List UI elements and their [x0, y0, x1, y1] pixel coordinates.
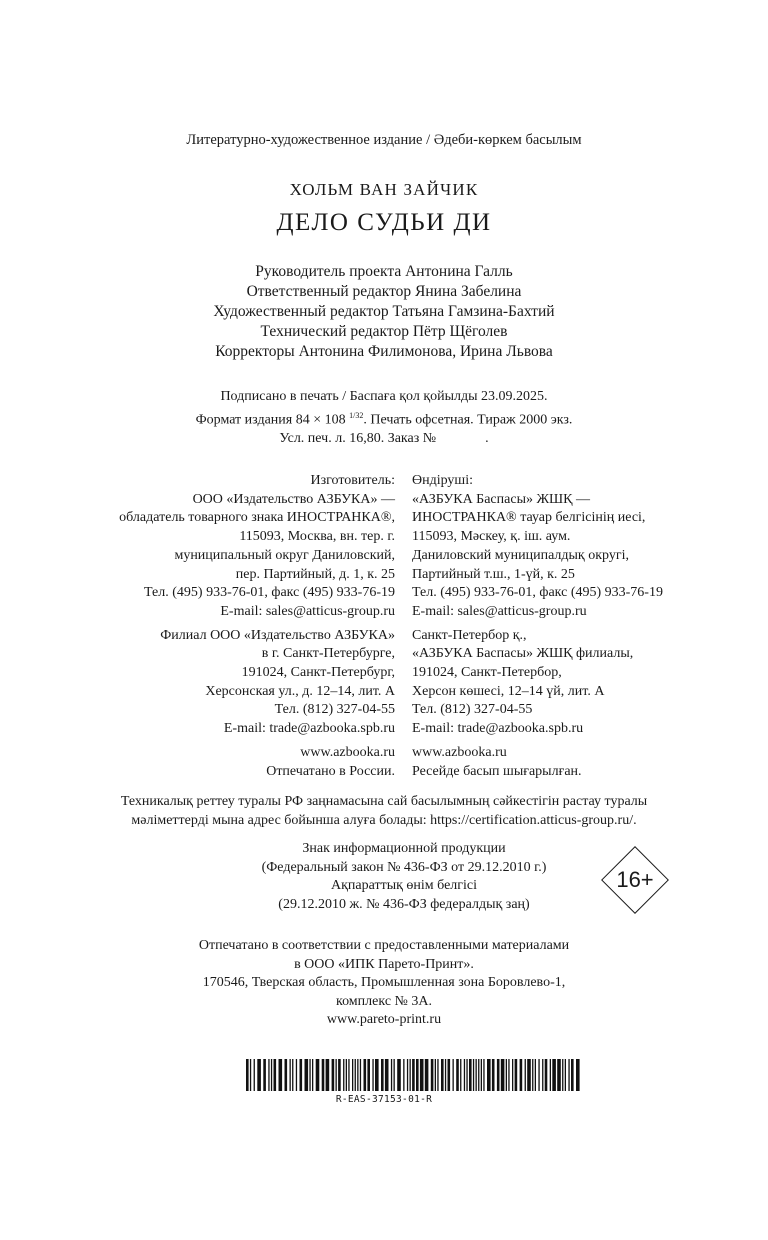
barcode-bar — [292, 1059, 293, 1091]
staff-line: Ответственный редактор Янина Забелина — [246, 283, 522, 300]
barcode-bar — [352, 1059, 353, 1091]
barcode-bar — [296, 1059, 297, 1091]
manufacturer-kz — [412, 472, 663, 622]
barcode-bar — [538, 1059, 539, 1091]
barcode-bar — [506, 1059, 507, 1091]
info-line: Херсон көшесі, 12–14 үй, лит. А — [412, 683, 605, 699]
barcode-bar — [410, 1059, 411, 1091]
cert-line: мәліметтерді мына адрес бойынша алуға болады: https://certification.atticus-group.ru/. — [131, 812, 637, 828]
info-line: 115093, Москва, вн. тер. г. — [239, 529, 395, 545]
info-line: пер. Партийный, д. 1, к. 25 — [235, 566, 395, 582]
info-line: ИНОСТРАНКА® тауар белгісінің иесі, — [412, 510, 646, 526]
barcode-bar — [497, 1059, 500, 1091]
barcode-bar — [508, 1059, 509, 1091]
barcode-bar — [412, 1059, 415, 1091]
barcode-bar — [515, 1059, 518, 1091]
branch-kz — [412, 627, 663, 739]
barcode-number: R-EAS-37153-01-R — [335, 1094, 433, 1105]
barcode-bar — [420, 1059, 424, 1091]
info-line: 191024, Санкт-Петербор, — [412, 665, 562, 681]
barcode-bar — [473, 1059, 474, 1091]
barcode-bar — [527, 1059, 531, 1091]
print-line: www.pareto-print.ru — [326, 1012, 442, 1028]
staff-line: Корректоры Антонина Филимонова, Ирина Львова — [215, 343, 553, 360]
format-line — [0, 407, 768, 430]
book-author: ХОЛЬМ ВАН ЗАЙЧИК — [289, 180, 479, 199]
barcode-bar — [290, 1059, 291, 1091]
barcode-bar — [535, 1059, 536, 1091]
info-line: 115093, Мәскеу, қ. іш. аум. — [412, 529, 571, 545]
barcode-bar — [445, 1059, 446, 1091]
barcode-bar — [343, 1059, 344, 1091]
cert-line: Техникалық реттеу туралы РФ заңнамасына сай басылымның сәйкестігін растау туралы — [120, 794, 648, 809]
barcode-bar — [364, 1059, 367, 1091]
info-line: «АЗБУКА Баспасы» ЖШҚ — — [412, 491, 590, 507]
info-line: Ресейде басып шығарылған. — [412, 763, 582, 779]
barcode-bar — [305, 1059, 309, 1091]
barcode-bar — [437, 1059, 438, 1091]
barcode-bar — [338, 1059, 341, 1091]
barcode-bar — [571, 1059, 574, 1091]
barcode-bar — [552, 1059, 556, 1091]
website-link: www.azbooka.ru — [412, 744, 507, 760]
barcode-bar — [483, 1059, 484, 1091]
website-link: www.azbooka.ru — [300, 744, 395, 760]
info-line: Тел. (495) 933-76-01, факс (495) 933-76-19 — [144, 585, 395, 601]
barcode-bar — [425, 1059, 429, 1091]
barcode-bar — [576, 1059, 580, 1091]
barcode — [246, 1059, 580, 1091]
info-line: Тел. (495) 933-76-01, факс (495) 933-76-19 — [412, 585, 663, 601]
publication-info — [0, 388, 768, 448]
print-line: 170546, Тверская область, Промышленная зона Боровлево-1, — [202, 975, 566, 991]
barcode-bar — [481, 1059, 482, 1091]
age-rating-badge — [601, 846, 669, 914]
info-line: обладатель товарного знака ИНОСТРАНКА®, — [119, 510, 395, 526]
barcode-bar — [501, 1059, 505, 1091]
info-line: в г. Санкт-Петербурге, — [261, 646, 395, 662]
info-line: «АЗБУКА Баспасы» ЖШҚ филиалы, — [412, 646, 634, 662]
staff-line: Руководитель проекта Антонина Галль — [255, 263, 513, 280]
barcode-bar — [542, 1059, 543, 1091]
barcode-bar — [375, 1059, 379, 1091]
info-line: Херсонская ул., д. 12–14, лит. А — [205, 683, 395, 699]
staff-line: Технический редактор Пётр Щёголев — [260, 323, 508, 340]
barcode-bar — [246, 1059, 249, 1091]
barcode-bar — [271, 1059, 272, 1091]
book-title: ДЕЛО СУДЬИ ДИ — [276, 209, 492, 236]
barcode-bar — [312, 1059, 313, 1091]
barcode-bar — [520, 1059, 523, 1091]
barcode-bar — [469, 1059, 472, 1091]
barcode-bar — [332, 1059, 335, 1091]
sign-line: Знак информационной продукции — [302, 841, 506, 856]
barcode-bar — [532, 1059, 533, 1091]
barcode-bar — [300, 1059, 303, 1091]
barcode-bar — [466, 1059, 467, 1091]
barcode-bar — [460, 1059, 461, 1091]
barcode-bar — [355, 1059, 356, 1091]
barcode-bar — [565, 1059, 566, 1091]
sign-line: (29.12.2010 ж. № 436-ФЗ федералдық заң) — [278, 896, 530, 912]
barcode-bar — [367, 1059, 370, 1091]
barcode-bar — [568, 1059, 569, 1091]
barcode-bar — [279, 1059, 283, 1091]
info-line: E-mail: sales@atticus-group.ru — [412, 603, 587, 619]
info-line: Тел. (812) 327-04-55 — [274, 702, 395, 718]
barcode-bar — [268, 1059, 269, 1091]
barcode-bar — [453, 1059, 454, 1091]
barcode-bar — [478, 1059, 479, 1091]
info-line: E-mail: trade@azbooka.spb.ru — [412, 721, 584, 737]
info-line: Даниловский муниципалдық округі, — [412, 547, 629, 563]
barcode-bar — [326, 1059, 330, 1091]
barcode-bar — [492, 1059, 495, 1091]
barcode-bar — [397, 1059, 401, 1091]
info-line: 191024, Санкт-Петербург, — [241, 665, 395, 681]
info-line: муниципальный округ Даниловский, — [174, 547, 395, 563]
barcode-bar — [360, 1059, 361, 1091]
signed-to-print: Подписано в печать / Баспаға қол қойылды 23.09.2025. — [220, 389, 548, 404]
info-line: Партийный т.ш., 1-үй, к. 25 — [412, 566, 575, 582]
printing-house-info — [0, 937, 768, 1030]
barcode-bar — [512, 1059, 513, 1091]
barcode-bar — [441, 1059, 444, 1091]
sign-line: Ақпараттық өнім белгісі — [330, 878, 478, 893]
staff-line: Художественный редактор Татьяна Гамзина-Бахтий — [213, 303, 555, 320]
barcode-bar — [381, 1059, 384, 1091]
manufacturer-info-ru — [119, 472, 395, 781]
barcode-bar — [403, 1059, 404, 1091]
barcode-bar — [316, 1059, 320, 1091]
format-text: Формат издания 84 × 108 — [195, 412, 350, 428]
info-line: Филиал ООО «Издательство АЗБУКА» — [160, 627, 395, 643]
barcode-bar — [464, 1059, 465, 1091]
barcode-bar — [545, 1059, 548, 1091]
barcode-bar — [550, 1059, 551, 1091]
age-rating-label: 16+ — [616, 867, 654, 892]
barcode-bar — [257, 1059, 261, 1091]
barcode-bar — [348, 1059, 349, 1091]
barcode-bar — [476, 1059, 477, 1091]
barcode-bar — [372, 1059, 373, 1091]
info-line: Изготовитель: — [310, 473, 395, 488]
certification-note — [0, 793, 768, 830]
branch-ru — [119, 627, 395, 739]
barcode-bar — [394, 1059, 395, 1091]
site-ru — [119, 744, 395, 781]
barcode-bar — [250, 1059, 251, 1091]
order-line: Усл. печ. л. 16,80. Заказ № . — [279, 430, 489, 446]
info-line: E-mail: sales@atticus-group.ru — [220, 603, 395, 619]
barcode-bar — [562, 1059, 563, 1091]
barcode-bar — [456, 1059, 459, 1091]
barcode-bar — [416, 1059, 419, 1091]
info-line: ООО «Издательство АЗБУКА» — — [192, 491, 395, 507]
info-line: Тел. (812) 327-04-55 — [412, 702, 533, 718]
barcode-bar — [407, 1059, 408, 1091]
barcode-bar — [431, 1059, 434, 1091]
site-kz — [412, 744, 663, 781]
barcode-bar — [309, 1059, 310, 1091]
barcode-bar — [274, 1059, 277, 1091]
edition-type: Литературно-художественное издание / Әдеби-көркем басылым — [186, 132, 582, 148]
barcode-bar — [391, 1059, 392, 1091]
print-line: комплекс № 3А. — [335, 993, 432, 1009]
editorial-staff — [0, 262, 768, 362]
barcode-bar — [487, 1059, 491, 1091]
info-line: E-mail: trade@azbooka.spb.ru — [223, 721, 395, 737]
barcode-bar — [322, 1059, 325, 1091]
barcode-bar — [346, 1059, 347, 1091]
barcode-bar — [336, 1059, 337, 1091]
sign-line: (Федеральный закон № 436-ФЗ от 29.12.2010 г.) — [261, 859, 547, 875]
info-line: Өндіруші: — [412, 473, 473, 488]
manufacturer-info-kz — [412, 472, 663, 781]
barcode-bar — [435, 1059, 436, 1091]
print-run-text: . Печать офсетная. Тираж 2000 экз. — [363, 412, 573, 428]
format-fraction: 1/32 — [349, 410, 364, 420]
print-line: Отпечатано в соответствии с предоставленными материалами — [198, 938, 570, 953]
barcode-bar — [263, 1059, 266, 1091]
print-line: в ООО «ИПК Парето-Принт». — [294, 956, 474, 972]
barcode-bar — [254, 1059, 255, 1091]
info-line: Отпечатано в России. — [266, 763, 395, 779]
barcode-bar — [448, 1059, 451, 1091]
info-line: Санкт-Петербор қ., — [412, 627, 527, 643]
manufacturer-ru — [119, 472, 395, 622]
barcode-bar — [285, 1059, 288, 1091]
barcode-bar — [357, 1059, 358, 1091]
barcode-bar — [525, 1059, 526, 1091]
barcode-bar — [385, 1059, 389, 1091]
barcode-bar — [557, 1059, 561, 1091]
